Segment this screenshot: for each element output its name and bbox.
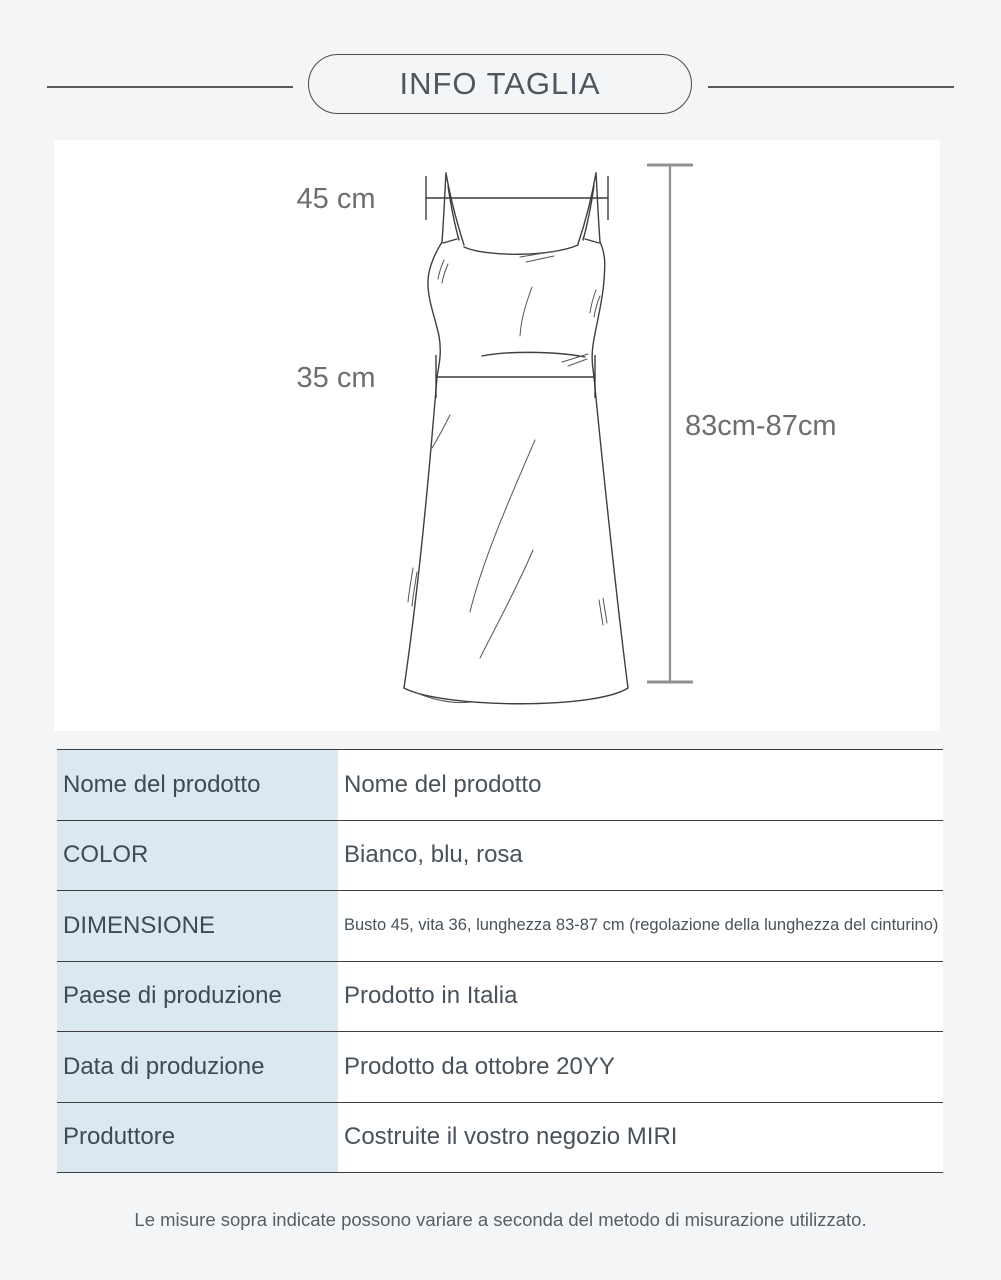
row-label: COLOR: [57, 821, 338, 891]
row-value: Prodotto in Italia: [344, 982, 518, 1010]
page-title: INFO TAGLIA: [399, 66, 601, 101]
size-diagram-panel: [54, 140, 940, 731]
row-label: DIMENSIONE: [57, 891, 338, 961]
table-row-country: [57, 962, 943, 1033]
table-row-dimension: [57, 891, 943, 962]
row-label: Paese di produzione: [57, 962, 338, 1032]
row-value: Busto 45, vita 36, lunghezza 83-87 cm (regolazione della lunghezza del cinturino): [344, 916, 939, 935]
header-divider-left: [47, 86, 293, 88]
dress-diagram: [54, 140, 940, 731]
row-value: Prodotto da ottobre 20YY: [344, 1052, 615, 1080]
row-value: Costruite il vostro negozio MIRI: [344, 1123, 678, 1151]
table-row-manufacturer: [57, 1103, 943, 1174]
table-row-product-name: [57, 750, 943, 821]
header-divider-right: [708, 86, 954, 88]
table-row-color: [57, 821, 943, 892]
row-value: Bianco, blu, rosa: [344, 841, 523, 869]
length-label: 83cm-87cm: [685, 410, 837, 442]
section-title-pill: [308, 54, 692, 114]
measurement-disclaimer: Le misure sopra indicate possono variare a seconda del metodo di misurazione utilizzato.: [134, 1209, 867, 1230]
row-value: Nome del prodotto: [344, 770, 542, 798]
waist-width-label: 35 cm: [296, 362, 376, 394]
product-info-table: [57, 749, 943, 1173]
dress-fold-lines: [408, 251, 607, 703]
strap-width-label: 45 cm: [296, 183, 376, 215]
row-label: Produttore: [57, 1103, 338, 1173]
row-label: Data di produzione: [57, 1032, 338, 1102]
table-row-production-date: [57, 1032, 943, 1103]
row-label: Nome del prodotto: [57, 750, 338, 820]
waist-width-measure-line: [436, 355, 595, 398]
